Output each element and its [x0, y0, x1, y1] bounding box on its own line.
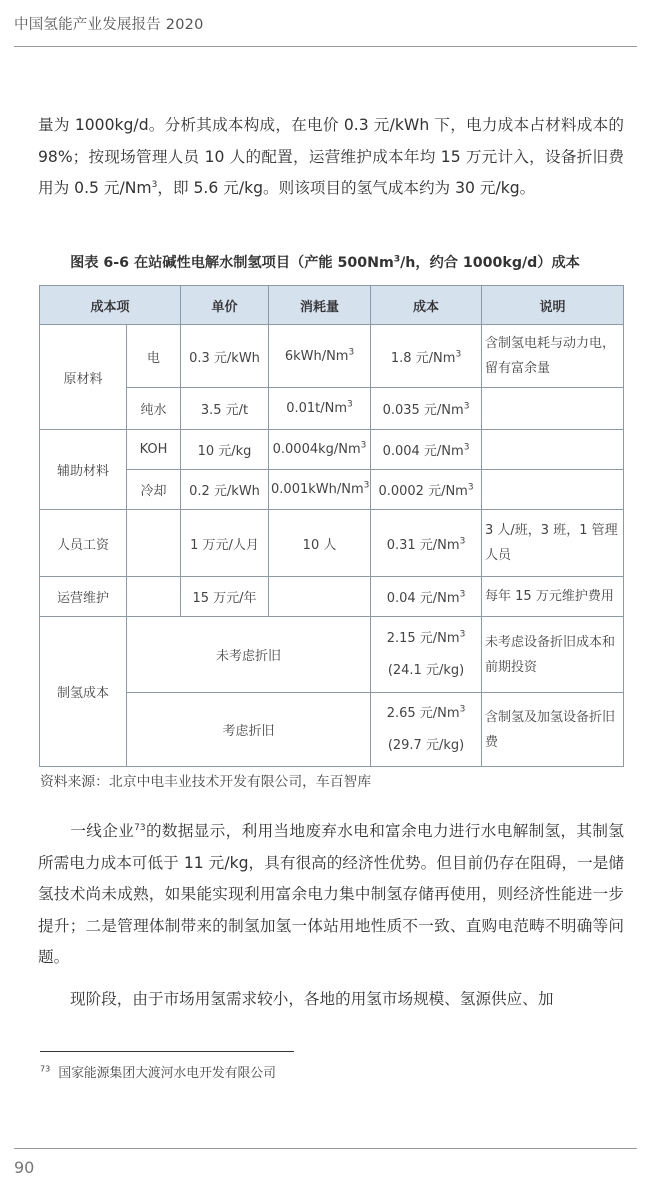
table-row: [40, 388, 624, 430]
note-cooling: [482, 470, 624, 510]
cost-electricity: [371, 325, 482, 388]
page-number: 90: [14, 1158, 35, 1177]
paragraph-1-text-b: ，即 5.6 元/kg。则该项目的氢气成本约为 30 元/kg。: [157, 179, 536, 197]
subitem-cooling: 冷却: [127, 470, 181, 510]
price-koh: 10 元/kg: [181, 430, 269, 470]
price-labor: 1 万元/人月: [181, 510, 269, 577]
caption-text-a: 图表 6-6 在站碱性电解水制氢项目（产能 500Nm: [70, 255, 394, 271]
cost-labor: [371, 510, 482, 577]
cost-with-depreciation: [371, 693, 482, 767]
unit-superscript: 3: [455, 349, 462, 360]
table-caption: [0, 252, 650, 272]
header-cost-item: 成本项: [40, 286, 181, 325]
body-paragraph-2: [38, 816, 624, 974]
unit-superscript: 3: [459, 704, 466, 715]
paragraph-1-superscript: 3: [151, 179, 158, 190]
consumption-pure-water: [269, 388, 371, 430]
header-divider: [14, 46, 637, 47]
unit-superscript: 3: [463, 442, 470, 453]
price-operation: 15 万元/年: [181, 577, 269, 617]
subitem-operation-empty: [127, 577, 181, 617]
note-labor: 3 人/班，3 班，1 管理人员: [482, 510, 624, 577]
caption-text-b: /h，约合 1000kg/d）成本: [400, 255, 580, 271]
cost-pure-water-value: 0.035 元/Nm: [382, 403, 464, 418]
cost-table: [39, 285, 624, 767]
cost-no-depreciation-per-kg: (24.1 元/kg): [387, 662, 465, 678]
cost-koh-value: 0.004 元/Nm: [382, 444, 464, 459]
consumption-cooling: [269, 470, 371, 510]
label-no-depreciation: 未考虑折旧: [127, 617, 371, 693]
note-koh: [482, 430, 624, 470]
cost-electricity-value: 1.8 元/Nm: [390, 350, 456, 366]
table-row: [40, 430, 624, 470]
price-pure-water: 3.5 元/t: [181, 388, 269, 430]
footnote-reference: 73: [134, 822, 146, 833]
label-with-depreciation: 考虑折旧: [127, 693, 371, 767]
consumption-koh: [269, 430, 371, 470]
consumption-pure-water-value: 0.01t/Nm: [286, 401, 348, 416]
cost-no-depreciation-value: 2.15 元/Nm: [386, 630, 460, 646]
note-operation: 每年 15 万元维护费用: [482, 577, 624, 617]
unit-superscript: 3: [459, 536, 466, 547]
cost-labor-value: 0.31 元/Nm: [386, 537, 460, 553]
unit-superscript: 3: [467, 482, 474, 493]
footnote-text: 国家能源集团大渡河水电开发有限公司: [58, 1066, 276, 1081]
consumption-operation: [269, 577, 371, 617]
footer-divider: [14, 1148, 637, 1149]
note-electricity: 含制氢电耗与动力电，留有富余量: [482, 325, 624, 388]
subitem-pure-water: 纯水: [127, 388, 181, 430]
table-header-row: [40, 286, 624, 325]
table-row: [40, 577, 624, 617]
consumption-cooling-value: 0.001kWh/Nm: [271, 482, 364, 497]
cost-cooling: [371, 470, 482, 510]
consumption-electricity-value: 6kWh/Nm: [284, 348, 349, 364]
paragraph-2-text-a: 一线企业: [70, 822, 135, 840]
header-consumption: 消耗量: [269, 286, 371, 325]
caption-superscript: 3: [393, 254, 401, 265]
cost-no-depreciation: [371, 617, 482, 693]
paragraph-1-text-a: 量为 1000kg/d。分析其成本构成，在电价 0.3 元/kWh 下，电力成本占材料成本的 98%；按现场管理人员 10 人的配置，运营维护成本年均 15 万元计入，设备折旧费用为 0.5 元/Nm: [38, 116, 624, 197]
unit-superscript: 3: [463, 401, 470, 412]
cost-with-depreciation-per-kg: (29.7 元/kg): [387, 737, 465, 753]
table-row: [40, 325, 624, 388]
category-operation: 运营维护: [40, 577, 127, 617]
subitem-koh: KOH: [127, 430, 181, 470]
unit-superscript: 3: [348, 347, 355, 358]
cost-operation: [371, 577, 482, 617]
cost-with-depreciation-value: 2.65 元/Nm: [386, 705, 460, 721]
body-paragraph-3: [38, 984, 624, 1016]
note-pure-water: [482, 388, 624, 430]
price-cooling: 0.2 元/kWh: [181, 470, 269, 510]
paragraph-3-text: 现阶段，由于市场用氢需求较小，各地的用氢市场规模、氢源供应、加: [70, 990, 554, 1008]
cost-pure-water: [371, 388, 482, 430]
table-row: [40, 470, 624, 510]
header-notes: 说明: [482, 286, 624, 325]
consumption-electricity: [269, 325, 371, 388]
category-production-cost: 制氢成本: [40, 617, 127, 767]
category-labor: 人员工资: [40, 510, 127, 577]
body-paragraph-1: [38, 110, 624, 205]
consumption-labor: 10 人: [269, 510, 371, 577]
table-row: [40, 510, 624, 577]
unit-superscript: 3: [459, 589, 466, 600]
cost-koh: [371, 430, 482, 470]
footnote-divider: [40, 1051, 294, 1052]
unit-superscript: 3: [347, 399, 353, 410]
category-raw-material: 原材料: [40, 325, 127, 430]
header-cost: 成本: [371, 286, 482, 325]
subitem-electricity: 电: [127, 325, 181, 388]
note-with-depreciation: 含制氢及加氢设备折旧费: [482, 693, 624, 767]
cost-cooling-value: 0.0002 元/Nm: [378, 484, 468, 499]
price-electricity: 0.3 元/kWh: [181, 325, 269, 388]
table-row: [40, 617, 624, 693]
category-auxiliary-material: 辅助材料: [40, 430, 127, 510]
paragraph-2-text-b: 的数据显示，利用当地废弃水电和富余电力进行水电解制氢，其制氢所需电力成本可低于 11 元/kg，具有很高的经济性优势。但目前仍存在阻碍，一是储氢技术尚未成熟，如果能实现利用富余电力集中制氢存储再使用，则经济性能进一步提升；二是管理体制带来的制氢加氢一体站用地性质不一致、直购电范畴不明确等问题。: [38, 822, 624, 966]
table-source-note: 资料来源：北京中电丰业技术开发有限公司，车百智库: [40, 774, 372, 790]
note-no-depreciation: 未考虑设备折旧成本和前期投资: [482, 617, 624, 693]
consumption-koh-value: 0.0004kg/Nm: [272, 442, 361, 457]
table-row: [40, 693, 624, 767]
unit-superscript: 3: [459, 629, 466, 640]
footnote-number: 73: [40, 1064, 51, 1074]
cost-operation-value: 0.04 元/Nm: [386, 591, 460, 606]
unit-superscript: 3: [360, 440, 367, 451]
unit-superscript: 3: [363, 480, 370, 491]
subitem-labor-empty: [127, 510, 181, 577]
footnote: [40, 1062, 276, 1081]
header-unit-price: 单价: [181, 286, 269, 325]
running-header-title: 中国氢能产业发展报告 2020: [14, 17, 204, 33]
